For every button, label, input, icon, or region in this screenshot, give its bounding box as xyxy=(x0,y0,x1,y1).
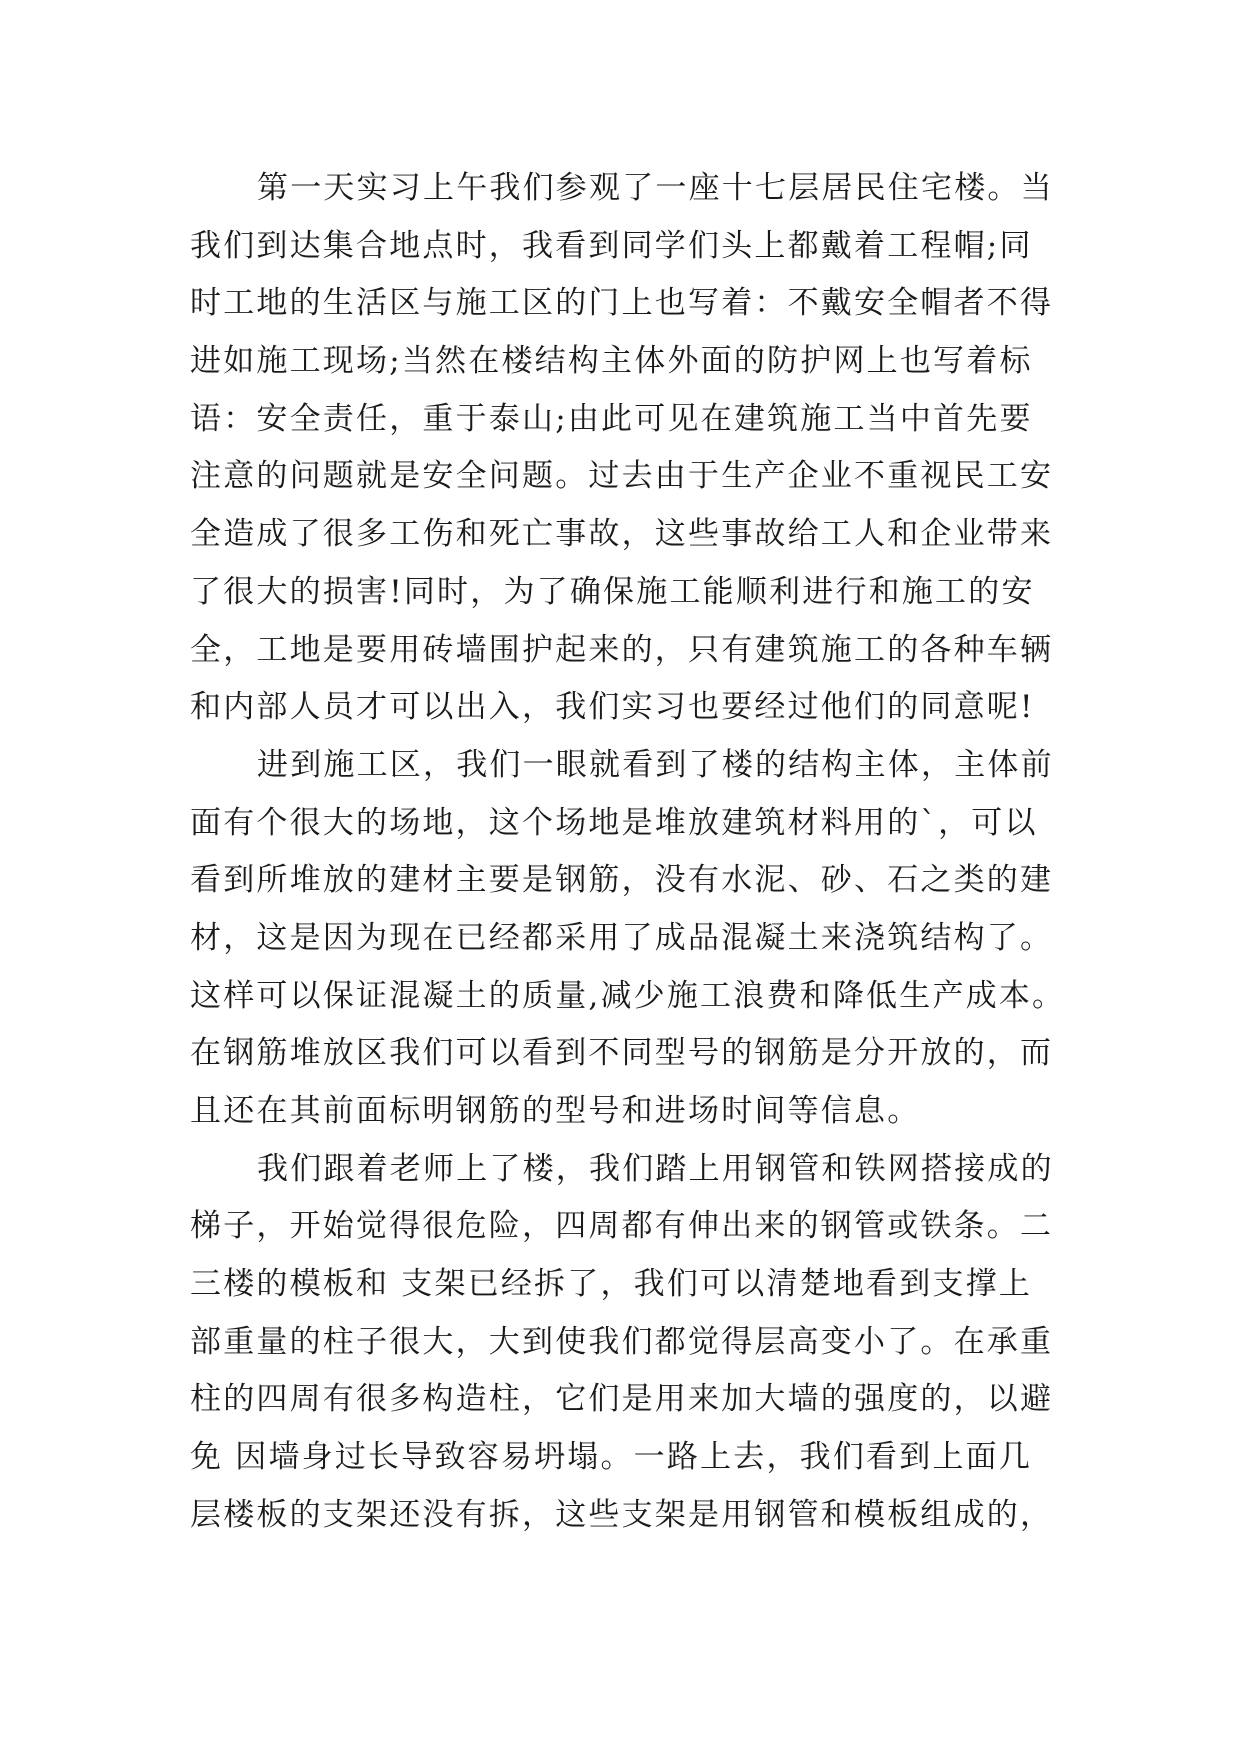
paragraph-line: 面有个很大的场地，这个场地是堆放建筑材料用的`，可以 xyxy=(190,804,1038,841)
paragraph-line: 这样可以保证混凝土的质量,减少施工浪费和降低生产成本。 xyxy=(190,977,1066,1014)
paragraph-line: 看到所堆放的建材主要是钢筋，没有水泥、砂、石之类的建 xyxy=(190,862,1054,899)
paragraph-line: 梯子，开始觉得很危险，四周都有伸出来的钢管或铁条。二 xyxy=(190,1208,1054,1245)
paragraph-line: 进到施工区，我们一眼就看到了楼的结构主体，主体前 xyxy=(257,746,1054,783)
paragraph-line: 三楼的模板和 支架已经拆了，我们可以清楚地看到支撑上 xyxy=(190,1266,1033,1303)
paragraph-line: 注意的问题就是安全问题。过去由于生产企业不重视民工安 xyxy=(190,458,1054,495)
paragraph-line: 材，这是因为现在已经都采用了成品混凝土来浇筑结构了。 xyxy=(190,919,1054,956)
paragraph-line: 柱的四周有很多构造柱，它们是用来加大墙的强度的，以避 xyxy=(190,1381,1054,1418)
paragraph-line: 免 因墙身过长导致容易坍塌。一路上去，我们看到上面几 xyxy=(190,1439,1033,1476)
paragraph-line: 第一天实习上午我们参观了一座十七层居民住宅楼。当 xyxy=(257,170,1054,206)
paragraph-line: 我们跟着老师上了楼，我们踏上用钢管和铁网搭接成的 xyxy=(257,1150,1054,1187)
paragraph-line: 进如施工现场;当然在楼结构主体外面的防护网上也写着标 xyxy=(190,343,1033,380)
paragraph-line: 部重量的柱子很大，大到使我们都觉得层高变小了。在承重 xyxy=(190,1323,1054,1360)
paragraph-line: 在钢筋堆放区我们可以看到不同型号的钢筋是分开放的，而 xyxy=(190,1035,1054,1072)
paragraph-line: 全造成了很多工伤和死亡事故，这些事故给工人和企业带来 xyxy=(190,516,1054,553)
paragraph-line: 和内部人员才可以出入，我们实习也要经过他们的同意呢! xyxy=(190,689,1035,726)
paragraph-line: 时工地的生活区与施工区的门上也写着：不戴安全帽者不得 xyxy=(190,285,1054,322)
body-text xyxy=(190,160,1090,1545)
paragraph-line: 层楼板的支架还没有拆，这些支架是用钢管和模板组成的， xyxy=(190,1496,1054,1533)
paragraph-line: 语：安全责任，重于泰山;由此可见在建筑施工当中首先要 xyxy=(190,400,1033,437)
paragraph-line: 且还在其前面标明钢筋的型号和进场时间等信息。 xyxy=(190,1093,921,1129)
paragraph-line: 我们到达集合地点时，我看到同学们头上都戴着工程帽;同 xyxy=(190,227,1033,264)
paragraph-line: 全，工地是要用砖墙围护起来的，只有建筑施工的各种车辆 xyxy=(190,631,1054,668)
paragraph-line: 了很大的损害!同时，为了确保施工能顺利进行和施工的安 xyxy=(190,573,1035,610)
